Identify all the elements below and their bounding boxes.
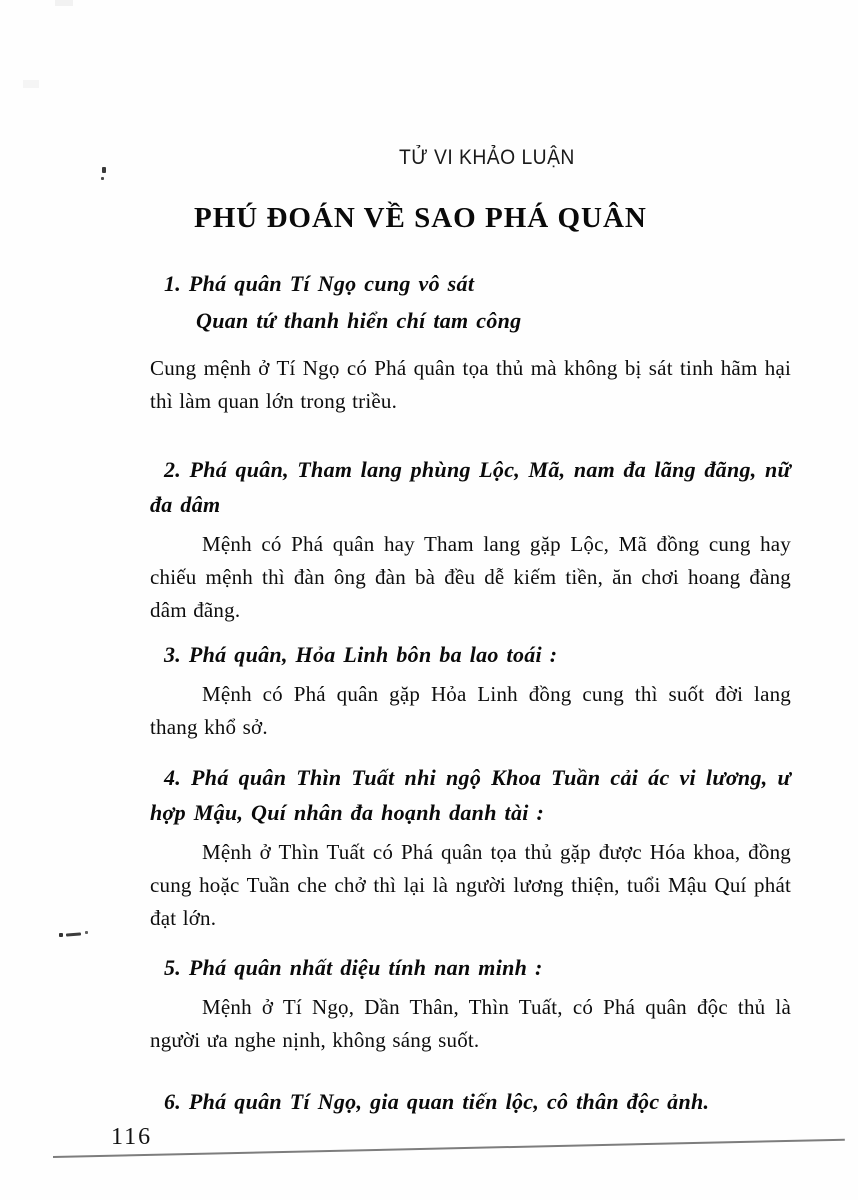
section-body: Mệnh có Phá quân hay Tham lang gặp Lộc, Mã đồng cung hay chiếu mệnh thì đàn ông đàn bà đều dễ kiếm tiền, ăn chơi hoang đàng dâm đãng. [150, 532, 791, 622]
section-body: Mệnh có Phá quân gặp Hỏa Linh đồng cung thì suốt đời lang thang khổ sở. [150, 682, 791, 739]
section [150, 1084, 791, 1119]
section [150, 950, 791, 1057]
scan-artifact-margin-dot [59, 933, 63, 937]
scan-artifact-margin-dot2 [85, 931, 88, 934]
section [150, 637, 791, 744]
section [150, 266, 791, 418]
section-body: Mệnh ở Tí Ngọ, Dần Thân, Thìn Tuất, có Phá quân độc thủ là người ưa nghe nịnh, không sáng suốt. [150, 995, 791, 1052]
section-heading: 5. Phá quân nhất diệu tính nan minh : [164, 955, 543, 980]
section-heading: 3. Phá quân, Hỏa Linh bôn ba lao toái : [164, 642, 558, 667]
section-heading: 1. Phá quân Tí Ngọ cung vô sát [164, 271, 475, 296]
scan-artifact-smudge-left [23, 80, 39, 88]
section [150, 760, 791, 935]
running-header: TỬ VI KHẢO LUẬN [399, 146, 575, 169]
section-heading: 4. Phá quân Thìn Tuất nhi ngộ Khoa Tuần cải ác vi lương, ư hợp Mậu, Quí nhân đa hoạnh danh tài : [150, 765, 791, 825]
section-heading: 6. Phá quân Tí Ngọ, gia quan tiến lộc, cô thân độc ảnh. [164, 1089, 710, 1114]
page-title: PHÚ ĐOÁN VỀ SAO PHÁ QUÂN [194, 202, 647, 235]
section-heading-line2: Quan tứ thanh hiển chí tam công [196, 308, 522, 333]
scan-artifact-smudge-top [55, 0, 73, 6]
section-body: Cung mệnh ở Tí Ngọ có Phá quân tọa thủ mà không bị sát tinh hãm hại thì làm quan lớn trong triều. [150, 356, 791, 413]
scan-artifact-colon-top [102, 167, 106, 173]
section-heading: 2. Phá quân, Tham lang phùng Lộc, Mã, nam đa lãng đãng, nữ đa dâm [150, 457, 791, 517]
page-number: 116 [111, 1124, 153, 1150]
section-body: Mệnh ở Thìn Tuất có Phá quân tọa thủ gặp được Hóa khoa, đồng cung hoặc Tuần che chở thì lại là người lương thiện, tuổi Mậu Quí phát đạt lớn. [150, 840, 791, 930]
scan-artifact-margin-dash [66, 932, 81, 936]
scan-artifact-colon-bottom [101, 177, 104, 180]
footer-rule [53, 1139, 845, 1158]
section [150, 452, 791, 627]
